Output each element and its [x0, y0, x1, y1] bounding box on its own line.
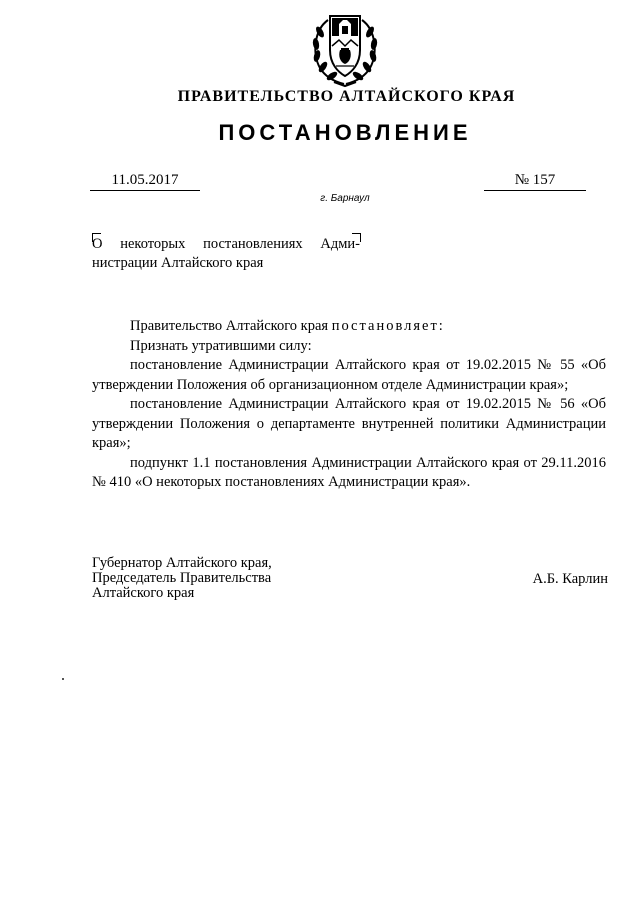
body-item-1: постановление Администрации Алтайского края от 19.02.2015 № 55 «Об утверждении Положения об организационном отделе Администрации края»;	[92, 357, 606, 393]
document-city: г. Барнаул	[320, 193, 370, 204]
document-subject	[92, 235, 360, 273]
position-line-2: Председатель Правительства	[92, 570, 272, 586]
organization-title: ПРАВИТЕЛЬСТВО АЛТАЙСКОГО КРАЯ	[177, 88, 516, 105]
subject-line-2: нистрации Алтайского края	[92, 255, 264, 271]
document-type-heading: ПОСТАНОВЛЕНИЕ	[218, 120, 472, 145]
signatory-name: А.Б. Карлин	[532, 571, 608, 587]
document-date: 11.05.2017	[90, 172, 200, 191]
document-number: № 157	[484, 172, 586, 191]
intro-text: Правительство Алтайского края	[130, 318, 329, 334]
scan-speck	[62, 678, 64, 680]
body-intro	[92, 317, 606, 337]
signatory-position	[92, 556, 392, 601]
altai-coat-of-arms-icon	[306, 6, 384, 88]
position-line-3: Алтайского края	[92, 585, 195, 601]
subject-line-1: О некоторых постановлениях Адми-	[92, 236, 360, 252]
body-item-2: постановление Администрации Алтайского края от 19.02.2015 № 56 «Об утверждении Положения о департаменте внутренней политики Администрации края»;	[92, 396, 606, 451]
body-recognize: Признать утратившими силу:	[130, 337, 312, 354]
document-body	[92, 317, 606, 493]
position-line-1: Губернатор Алтайского края,	[92, 555, 272, 571]
body-item-3: подпункт 1.1 постановления Администрации Алтайского края от 29.11.2016 № 410 «О некоторых постановлениях Администрации края».	[92, 454, 606, 490]
intro-verb: постановляет:	[331, 318, 445, 334]
